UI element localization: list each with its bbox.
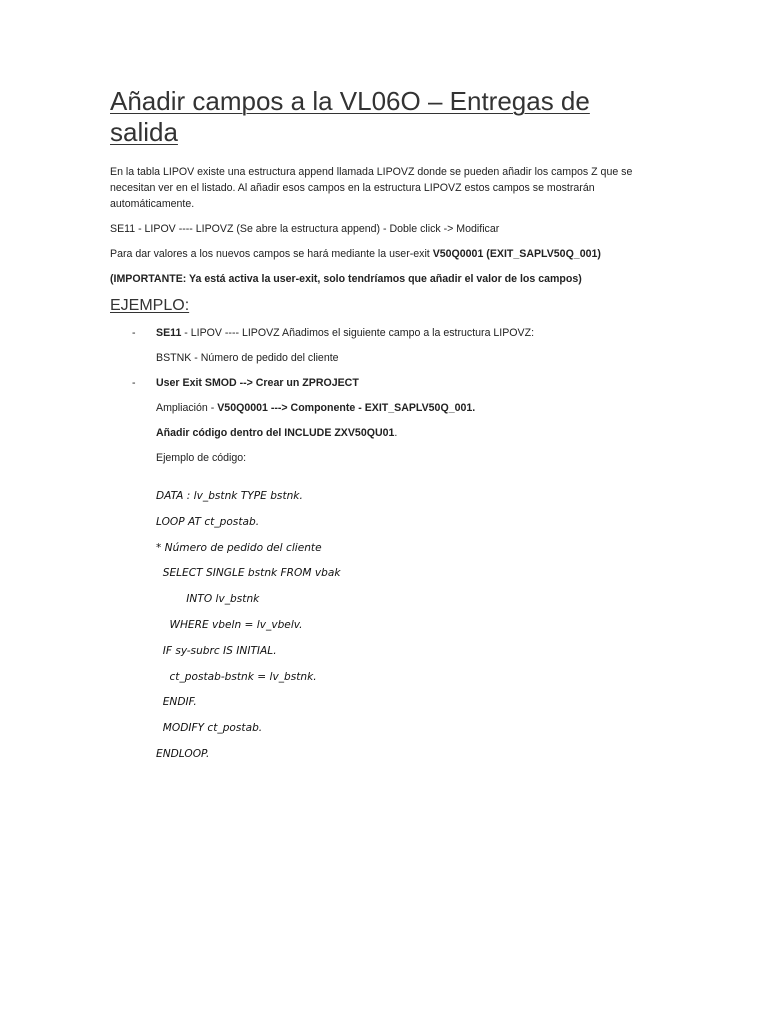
userexit-name: V50Q0001 (EXIT_SAPLV50Q_001) — [432, 248, 601, 260]
code-line: INTO lv_bstnk — [156, 593, 260, 606]
code-line: MODIFY ct_postab. — [156, 722, 263, 735]
code-line: * Número de pedido del cliente — [156, 541, 322, 554]
field-bstnk-description: BSTNK - Número de pedido del cliente — [156, 352, 339, 364]
important-note-text: (IMPORTANTE: Ya está activa la user-exit, solo tendríamos que añadir el valor de los campos) — [110, 273, 582, 285]
list-item-userexit-bold: User Exit SMOD --> Crear un ZPROJECT — [156, 377, 359, 389]
include-suffix: . — [394, 427, 398, 439]
ampliacion-line — [110, 401, 655, 415]
ampliacion-prefix: Ampliación - — [156, 402, 218, 414]
list-item-se11-text: - LIPOV ---- LIPOVZ Añadimos el siguiente campo a la estructura LIPOVZ: — [181, 327, 535, 339]
code-line: DATA : lv_bstnk TYPE bstnk. — [156, 490, 303, 502]
code-line: WHERE vbeln = lv_vbelv. — [156, 618, 303, 631]
userexit-text: Para dar valores a los nuevos campos se hará mediante la user-exit — [110, 248, 433, 260]
list-item-se11-bold: SE11 — [156, 327, 182, 339]
code-example-label: Ejemplo de código: — [156, 452, 247, 464]
code-line: LOOP AT ct_postab. — [156, 515, 260, 528]
document-page — [110, 86, 655, 773]
important-note — [110, 271, 655, 287]
include-bold: Añadir código dentro del INCLUDE ZXV50QU01 — [156, 427, 395, 439]
include-line — [110, 426, 655, 440]
code-line: ENDIF. — [156, 696, 197, 709]
list-item-se11 — [110, 326, 655, 340]
code-line: SELECT SINGLE bstnk FROM vbak — [156, 567, 341, 580]
code-line: ct_postab-bstnk = lv_bstnk. — [156, 670, 317, 683]
intro-paragraph: En la tabla LIPOV existe una estructura append llamada LIPOVZ donde se pueden añadir los campos Z que se necesitan ver en el listado. Al añadir esos campos en la estructura LIPOVZ estos campos se mostrarán automáticamente. — [110, 166, 633, 210]
list-item-userexit — [110, 376, 655, 390]
example-heading: EJEMPLO: — [110, 297, 190, 314]
bullet-dash: - — [132, 327, 136, 339]
code-line: ENDLOOP. — [156, 747, 210, 760]
userexit-paragraph — [110, 246, 655, 262]
page-title: Añadir campos a la VL06O – Entregas de salida — [110, 86, 590, 147]
ampliacion-bold: V50Q0001 ---> Componente - EXIT_SAPLV50Q_001. — [217, 402, 476, 414]
bullet-dash: - — [132, 377, 136, 389]
code-line: IF sy-subrc IS INITIAL. — [156, 644, 277, 657]
se11-path-paragraph: SE11 - LIPOV ---- LIPOVZ (Se abre la estructura append) - Doble click -> Modificar — [110, 223, 500, 235]
code-block — [110, 489, 655, 773]
